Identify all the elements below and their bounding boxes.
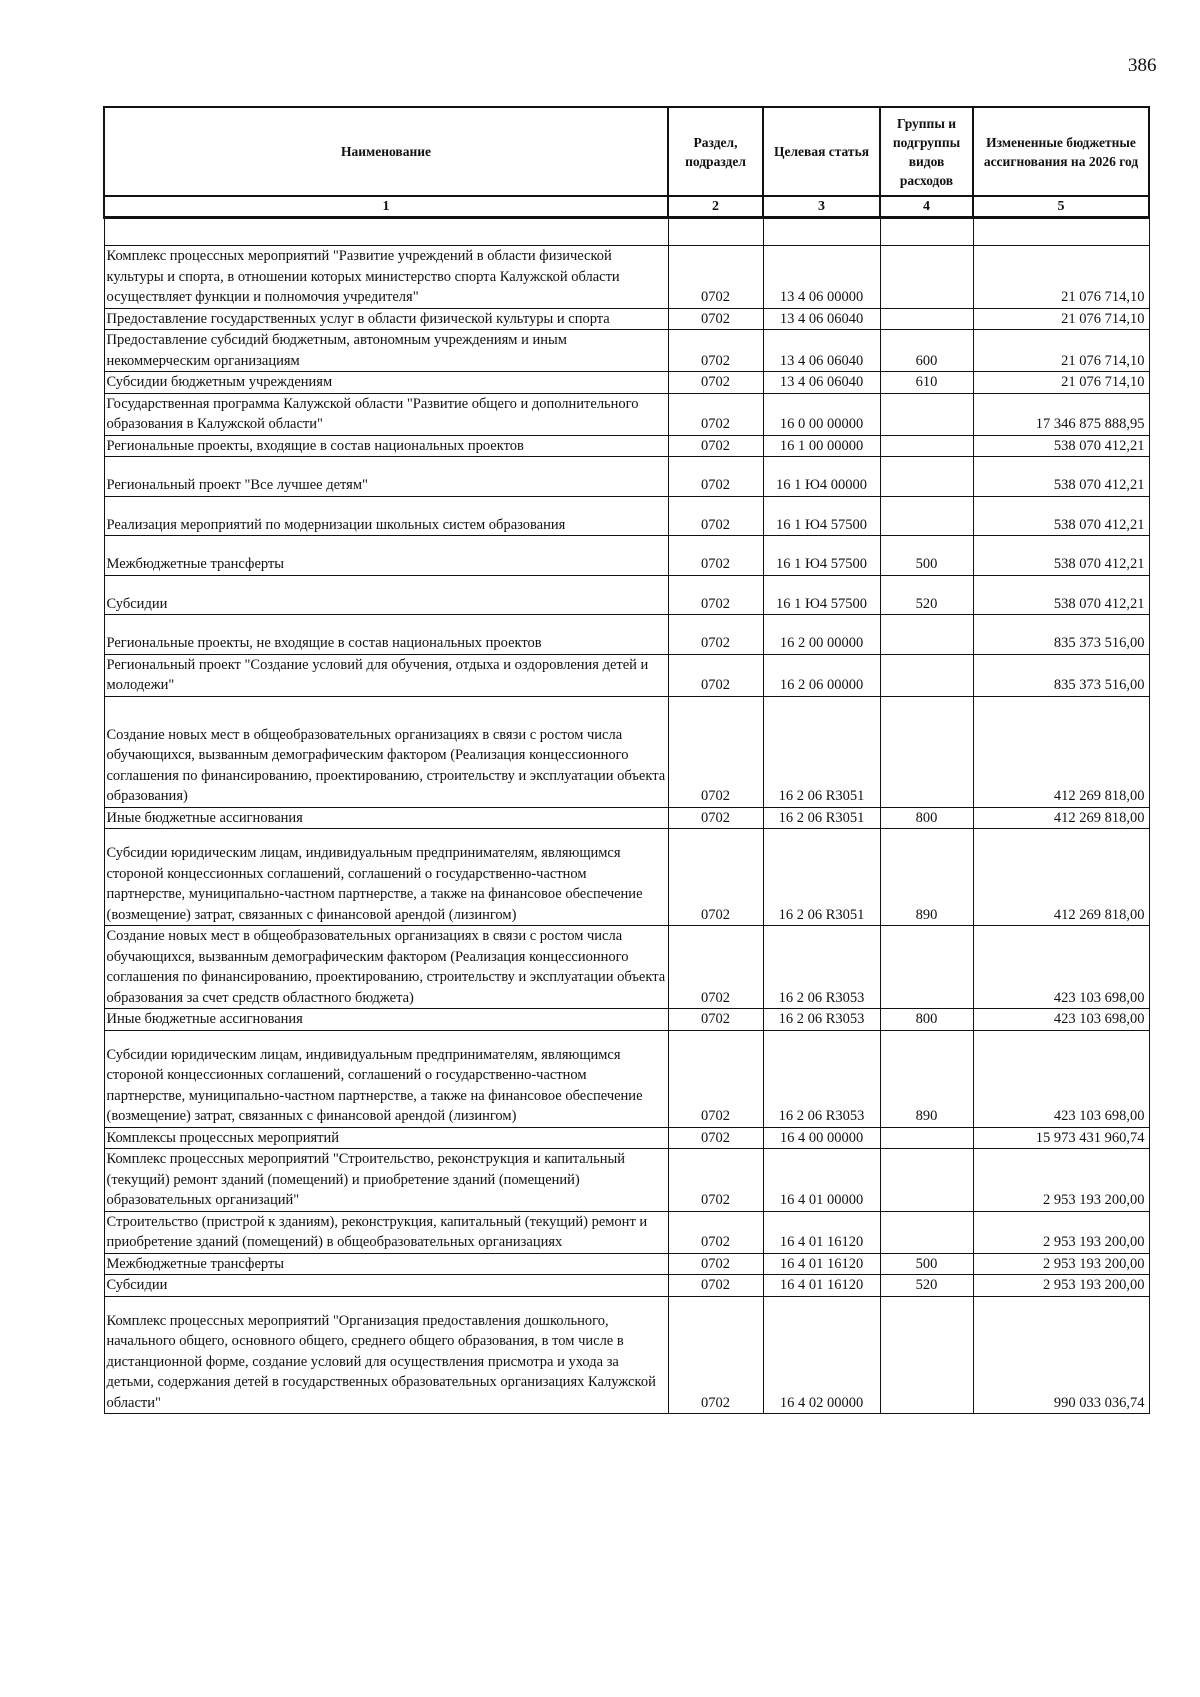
table-row [104,696,1149,807]
row-group [880,654,973,696]
header-row [104,107,1149,196]
row-group [880,496,973,536]
row-group [880,246,973,309]
row-section: 0702 [668,496,763,536]
spacer-row [104,218,1149,246]
row-name: Государственная программа Калужской области "Развитие общего и дополнительного образования в Калужской области" [104,393,668,435]
row-section: 0702 [668,1275,763,1297]
row-section: 0702 [668,330,763,372]
page-number: 386 [1128,55,1157,76]
row-article: 16 2 06 R3053 [763,926,880,1009]
table-row [104,1275,1149,1297]
row-amount: 2 953 193 200,00 [973,1275,1149,1297]
row-amount: 412 269 818,00 [973,829,1149,926]
row-name: Иные бюджетные ассигнования [104,807,668,829]
row-group: 600 [880,330,973,372]
header-article: Целевая статья [763,107,880,196]
table-row [104,1009,1149,1031]
header-name: Наименование [104,107,668,196]
row-article: 13 4 06 00000 [763,246,880,309]
row-group [880,926,973,1009]
row-article: 16 2 00 00000 [763,615,880,655]
row-article: 16 1 Ю4 00000 [763,457,880,497]
row-amount: 423 103 698,00 [973,1030,1149,1127]
row-section: 0702 [668,393,763,435]
row-group [880,1127,973,1149]
row-section: 0702 [668,1030,763,1127]
row-amount: 538 070 412,21 [973,457,1149,497]
budget-table [103,106,1150,1414]
header-number: 2 [668,196,763,218]
row-article: 16 2 06 R3053 [763,1009,880,1031]
row-group: 890 [880,1030,973,1127]
table-row [104,829,1149,926]
table-row [104,654,1149,696]
row-amount: 21 076 714,10 [973,372,1149,394]
row-amount: 21 076 714,10 [973,330,1149,372]
header-number: 5 [973,196,1149,218]
table-row [104,330,1149,372]
row-article: 16 4 02 00000 [763,1296,880,1414]
row-name: Региональные проекты, не входящие в состав национальных проектов [104,615,668,655]
row-name: Создание новых мест в общеобразовательных организациях в связи с ростом числа обучающихся, вызванным демографическим фактором (Реализация концессионного соглашения по финансированию, проектированию, строительству и эксплуатации объекта образования за счет средств областного бюджета) [104,926,668,1009]
header-section: Раздел, подраздел [668,107,763,196]
table-row [104,1030,1149,1127]
row-amount: 423 103 698,00 [973,1009,1149,1031]
row-section: 0702 [668,1009,763,1031]
row-section: 0702 [668,308,763,330]
row-section: 0702 [668,926,763,1009]
row-amount: 538 070 412,21 [973,496,1149,536]
row-article: 16 4 01 16120 [763,1211,880,1253]
table-row [104,1253,1149,1275]
table-row [104,1296,1149,1414]
row-name: Иные бюджетные ассигнования [104,1009,668,1031]
row-article: 16 1 Ю4 57500 [763,496,880,536]
row-amount: 21 076 714,10 [973,246,1149,309]
header-number: 3 [763,196,880,218]
row-name: Предоставление государственных услуг в области физической культуры и спорта [104,308,668,330]
row-section: 0702 [668,536,763,576]
row-group [880,457,973,497]
row-name: Комплекс процессных мероприятий "Развитие учреждений в области физической культуры и спорта, в отношении которых министерство спорта Калужской области осуществляет функции и полномочия учредителя" [104,246,668,309]
row-article: 16 4 01 00000 [763,1149,880,1212]
row-amount: 538 070 412,21 [973,536,1149,576]
table-row [104,308,1149,330]
row-section: 0702 [668,1211,763,1253]
row-section: 0702 [668,457,763,497]
row-section: 0702 [668,696,763,807]
table-row [104,372,1149,394]
row-amount: 412 269 818,00 [973,807,1149,829]
row-article: 16 2 06 R3053 [763,1030,880,1127]
row-name: Комплексы процессных мероприятий [104,1127,668,1149]
row-name: Субсидии юридическим лицам, индивидуальным предпринимателям, являющимся стороной концессионных соглашений, соглашений о государственно-частном партнерстве, муниципально-частном партнерстве, а также на финансовое обеспечение (возмещение) затрат, связанных с финансовой арендой (лизингом) [104,1030,668,1127]
row-name: Межбюджетные трансферты [104,536,668,576]
header-number: 1 [104,196,668,218]
row-name: Субсидии [104,1275,668,1297]
row-section: 0702 [668,615,763,655]
row-group: 520 [880,1275,973,1297]
row-section: 0702 [668,1296,763,1414]
row-name: Строительство (пристрой к зданиям), реконструкция, капитальный (текущий) ремонт и приобретение зданий (помещений) в общеобразовательных организациях [104,1211,668,1253]
row-name: Субсидии [104,575,668,615]
row-group [880,435,973,457]
row-article: 16 2 06 00000 [763,654,880,696]
row-group: 500 [880,536,973,576]
row-amount: 412 269 818,00 [973,696,1149,807]
table-row [104,393,1149,435]
table-row [104,536,1149,576]
row-section: 0702 [668,1149,763,1212]
row-section: 0702 [668,1253,763,1275]
row-group [880,308,973,330]
header-number: 4 [880,196,973,218]
table-row [104,1149,1149,1212]
row-group [880,1149,973,1212]
row-article: 16 4 00 00000 [763,1127,880,1149]
row-name: Создание новых мест в общеобразовательных организациях в связи с ростом числа обучающихся, вызванным демографическим фактором (Реализация концессионного соглашения по финансированию, проектированию, строительству и эксплуатации объекта образования) [104,696,668,807]
row-article: 13 4 06 06040 [763,330,880,372]
row-name: Субсидии юридическим лицам, индивидуальным предпринимателям, являющимся стороной концессионных соглашений, соглашений о государственно-частном партнерстве, муниципально-частном партнерстве, а также на финансовое обеспечение (возмещение) затрат, связанных с финансовой арендой (лизингом) [104,829,668,926]
table-row [104,435,1149,457]
table-row [104,575,1149,615]
row-amount: 990 033 036,74 [973,1296,1149,1414]
row-group [880,615,973,655]
table-row [104,807,1149,829]
row-amount: 538 070 412,21 [973,435,1149,457]
row-amount: 2 953 193 200,00 [973,1211,1149,1253]
row-amount: 835 373 516,00 [973,615,1149,655]
row-article: 16 1 Ю4 57500 [763,575,880,615]
row-name: Региональный проект "Все лучшее детям" [104,457,668,497]
row-section: 0702 [668,807,763,829]
row-amount: 21 076 714,10 [973,308,1149,330]
row-name: Реализация мероприятий по модернизации школьных систем образования [104,496,668,536]
row-group: 610 [880,372,973,394]
row-article: 16 2 06 R3051 [763,807,880,829]
row-name: Комплекс процессных мероприятий "Строительство, реконструкция и капитальный (текущий) ремонт зданий (помещений) и приобретение зданий (помещений) образовательных организаций" [104,1149,668,1212]
row-group [880,393,973,435]
row-amount: 17 346 875 888,95 [973,393,1149,435]
row-amount: 2 953 193 200,00 [973,1149,1149,1212]
row-section: 0702 [668,829,763,926]
row-section: 0702 [668,372,763,394]
table-row [104,1211,1149,1253]
row-amount: 423 103 698,00 [973,926,1149,1009]
row-group: 500 [880,1253,973,1275]
row-amount: 835 373 516,00 [973,654,1149,696]
table-row [104,926,1149,1009]
row-section: 0702 [668,575,763,615]
row-group [880,1211,973,1253]
row-group [880,696,973,807]
row-group [880,1296,973,1414]
row-name: Региональный проект "Создание условий для обучения, отдыха и оздоровления детей и молодежи" [104,654,668,696]
row-article: 16 1 Ю4 57500 [763,536,880,576]
table-row [104,496,1149,536]
row-group: 520 [880,575,973,615]
row-amount: 15 973 431 960,74 [973,1127,1149,1149]
row-name: Субсидии бюджетным учреждениям [104,372,668,394]
header-amount: Измененные бюджетные ассигнования на 2026 год [973,107,1149,196]
row-name: Региональные проекты, входящие в состав национальных проектов [104,435,668,457]
row-article: 13 4 06 06040 [763,372,880,394]
table-row [104,246,1149,309]
row-name: Предоставление субсидий бюджетным, автономным учреждениям и иным некоммерческим организациям [104,330,668,372]
row-section: 0702 [668,654,763,696]
row-group: 800 [880,807,973,829]
row-group: 890 [880,829,973,926]
row-article: 16 2 06 R3051 [763,696,880,807]
header-numbers-row [104,196,1149,218]
row-article: 16 2 06 R3051 [763,829,880,926]
table-row [104,457,1149,497]
row-article: 13 4 06 06040 [763,308,880,330]
header-group: Группы и подгруппы видов расходов [880,107,973,196]
row-article: 16 4 01 16120 [763,1253,880,1275]
row-name: Межбюджетные трансферты [104,1253,668,1275]
row-amount: 538 070 412,21 [973,575,1149,615]
row-section: 0702 [668,246,763,309]
row-name: Комплекс процессных мероприятий "Организация предоставления дошкольного, начального общего, основного общего, среднего общего образования, в том числе в дистанционной форме, создание условий для осуществления присмотра и ухода за детьми, содержания детей в государственных образовательных организациях Калужской области" [104,1296,668,1414]
table-row [104,1127,1149,1149]
row-section: 0702 [668,435,763,457]
row-section: 0702 [668,1127,763,1149]
row-article: 16 0 00 00000 [763,393,880,435]
row-article: 16 1 00 00000 [763,435,880,457]
row-amount: 2 953 193 200,00 [973,1253,1149,1275]
row-article: 16 4 01 16120 [763,1275,880,1297]
row-group: 800 [880,1009,973,1031]
table-row [104,615,1149,655]
